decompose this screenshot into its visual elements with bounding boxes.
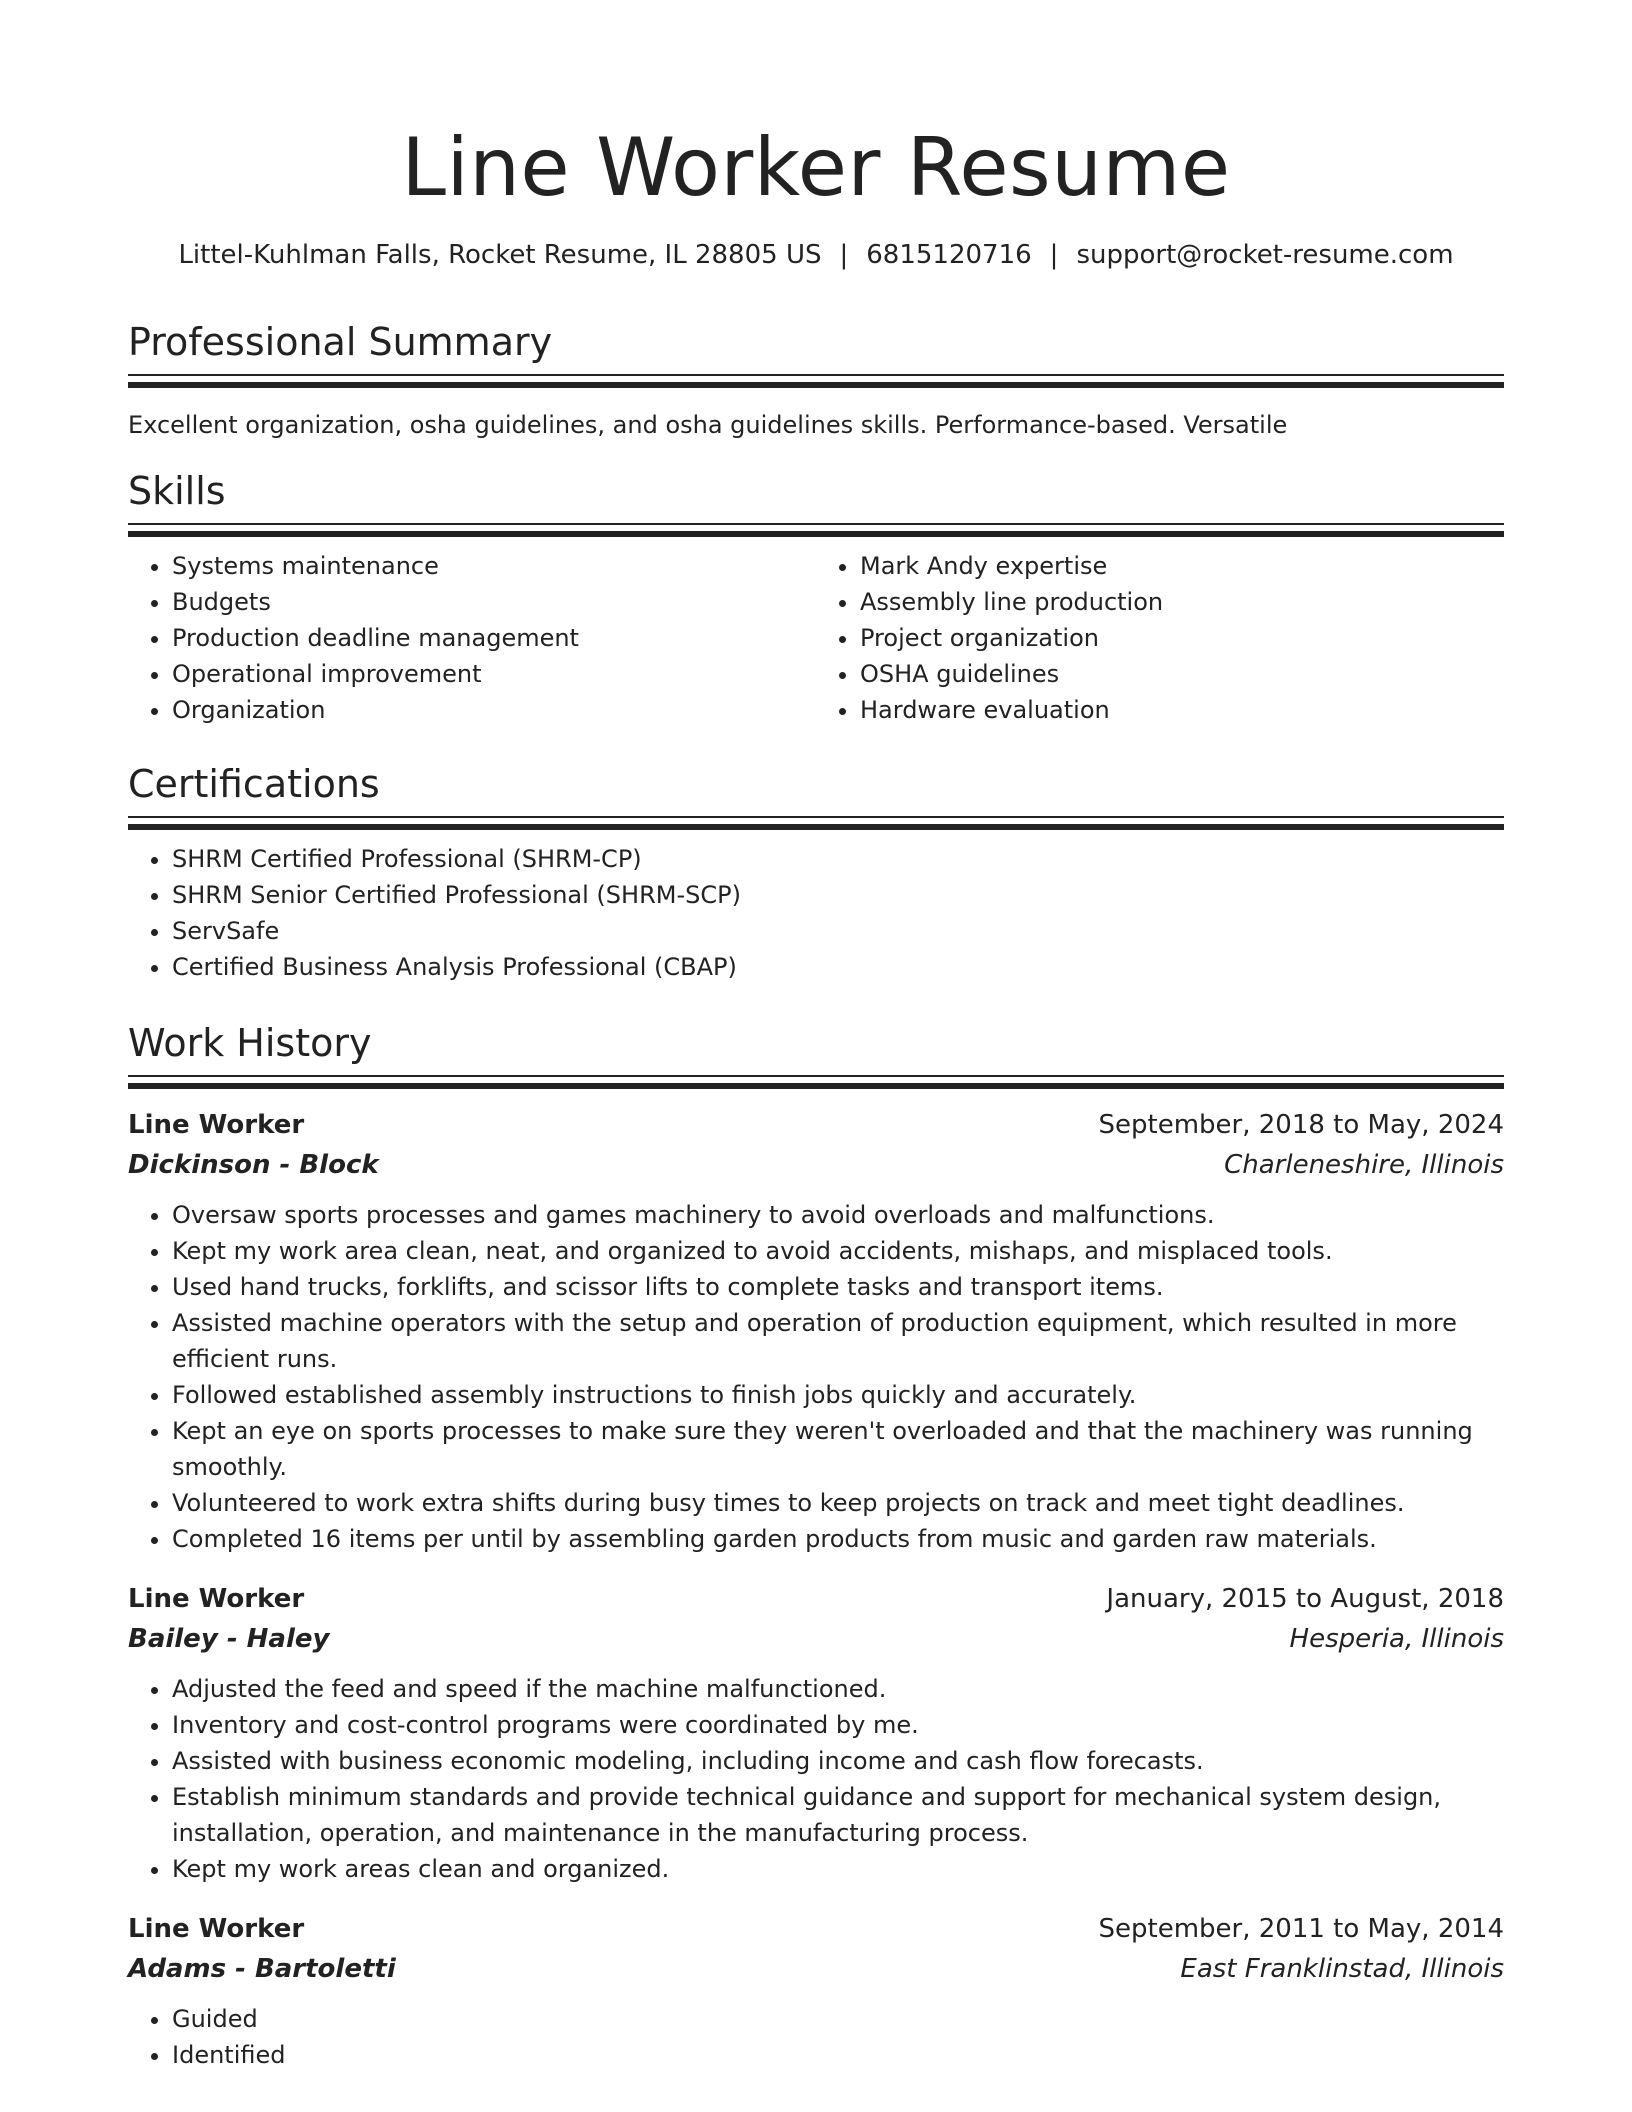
- contact-email[interactable]: support@rocket-resume.com: [1076, 240, 1454, 270]
- job-duty: • Followed established assembly instructions to finish jobs quickly and accurately.: [172, 1377, 1504, 1413]
- job-location: Hesperia, Illinois: [1289, 1624, 1504, 1654]
- skill-item: • Production deadline management: [172, 620, 816, 656]
- job-duties-list: [128, 2001, 1504, 2073]
- job-duty: • Identified: [172, 2037, 1504, 2073]
- job-duty: • Assisted machine operators with the setup and operation of production equipment, which resulted in more efficient runs.: [172, 1305, 1504, 1377]
- job-dates: September, 2018 to May, 2024: [1098, 1110, 1504, 1140]
- skills-list-right: [816, 548, 1504, 728]
- job-duty: • Adjusted the feed and speed if the machine malfunctioned.: [172, 1671, 1504, 1707]
- section-divider: [128, 816, 1504, 832]
- job-duties-list: [128, 1197, 1504, 1557]
- skill-item: • Organization: [172, 692, 816, 728]
- skill-item: • Mark Andy expertise: [860, 548, 1504, 584]
- skill-item: • Assembly line production: [860, 584, 1504, 620]
- job-duty: • Completed 16 items per until by assembling garden products from music and garden raw materials.: [172, 1521, 1504, 1557]
- job-duties-list: [128, 1671, 1504, 1887]
- job-company-row: [128, 1145, 1504, 1185]
- job-dates: September, 2011 to May, 2014: [1098, 1914, 1504, 1944]
- job-duty: • Inventory and cost-control programs were coordinated by me.: [172, 1707, 1504, 1743]
- skill-item: • Hardware evaluation: [860, 692, 1504, 728]
- skill-item: • Operational improvement: [172, 656, 816, 692]
- skill-item: • Project organization: [860, 620, 1504, 656]
- summary-section: [128, 318, 1504, 443]
- job-entry: [128, 1579, 1504, 1887]
- job-title: Line Worker: [128, 1110, 305, 1140]
- contact-line: [0, 237, 1632, 273]
- job-title: Line Worker: [128, 1914, 305, 1944]
- job-header-row: [128, 1105, 1504, 1145]
- section-divider: [128, 1075, 1504, 1091]
- certifications-heading: Certifications: [128, 762, 380, 806]
- work-history-section: [128, 1019, 1504, 2073]
- certifications-list: [128, 841, 1504, 985]
- skills-list-left: [128, 548, 816, 728]
- summary-text: Excellent organization, osha guidelines, and osha guidelines skills. Performance-based. Versatile: [128, 411, 1288, 439]
- job-duty: • Assisted with business economic modeling, including income and cash flow forecasts.: [172, 1743, 1504, 1779]
- contact-separator: |: [1049, 240, 1059, 270]
- certification-item: • SHRM Certified Professional (SHRM-CP): [172, 841, 1504, 877]
- job-entry: [128, 1909, 1504, 2073]
- work-history-heading: Work History: [128, 1021, 372, 1065]
- contact-address: Littel-Kuhlman Falls, Rocket Resume, IL 28805 US: [178, 240, 822, 270]
- job-duty: • Kept my work area clean, neat, and organized to avoid accidents, mishaps, and misplaced tools.: [172, 1233, 1504, 1269]
- section-divider: [128, 523, 1504, 539]
- job-header-row: [128, 1909, 1504, 1949]
- job-title: Line Worker: [128, 1584, 305, 1614]
- job-duty: • Guided: [172, 2001, 1504, 2037]
- certification-item: • ServSafe: [172, 913, 1504, 949]
- skills-section: [128, 467, 1504, 728]
- skills-heading: Skills: [128, 469, 226, 513]
- job-duty: • Oversaw sports processes and games machinery to avoid overloads and malfunctions.: [172, 1197, 1504, 1233]
- job-company-row: [128, 1949, 1504, 1989]
- skill-item: • Systems maintenance: [172, 548, 816, 584]
- skills-columns: [128, 548, 1504, 728]
- job-company: Adams - Bartoletti: [128, 1954, 396, 1984]
- job-duty: • Volunteered to work extra shifts during busy times to keep projects on track and meet tight deadlines.: [172, 1485, 1504, 1521]
- certification-item: • Certified Business Analysis Professional (CBAP): [172, 949, 1504, 985]
- job-entry: [128, 1105, 1504, 1557]
- summary-heading: Professional Summary: [128, 320, 553, 364]
- contact-separator: |: [839, 240, 849, 270]
- job-header-row: [128, 1579, 1504, 1619]
- job-company: Dickinson - Block: [128, 1150, 379, 1180]
- certifications-section: [128, 760, 1504, 985]
- job-duty: • Kept an eye on sports processes to make sure they weren't overloaded and that the machinery was running smoothly.: [172, 1413, 1504, 1485]
- skill-item: • Budgets: [172, 584, 816, 620]
- job-duty: • Kept my work areas clean and organized.: [172, 1851, 1504, 1887]
- certification-item: • SHRM Senior Certified Professional (SHRM-SCP): [172, 877, 1504, 913]
- contact-phone: 6815120716: [866, 240, 1032, 270]
- job-company: Bailey - Haley: [128, 1624, 330, 1654]
- job-duty: • Used hand trucks, forklifts, and scissor lifts to complete tasks and transport items.: [172, 1269, 1504, 1305]
- resume-title: Line Worker Resume: [401, 121, 1231, 214]
- section-divider: [128, 374, 1504, 390]
- job-duty: • Establish minimum standards and provide technical guidance and support for mechanical system design, installation, operation, and maintenance in the manufacturing process.: [172, 1779, 1504, 1851]
- job-location: Charleneshire, Illinois: [1224, 1150, 1504, 1180]
- job-company-row: [128, 1619, 1504, 1659]
- job-location: East Franklinstad, Illinois: [1180, 1954, 1504, 1984]
- skill-item: • OSHA guidelines: [860, 656, 1504, 692]
- job-dates: January, 2015 to August, 2018: [1106, 1584, 1504, 1614]
